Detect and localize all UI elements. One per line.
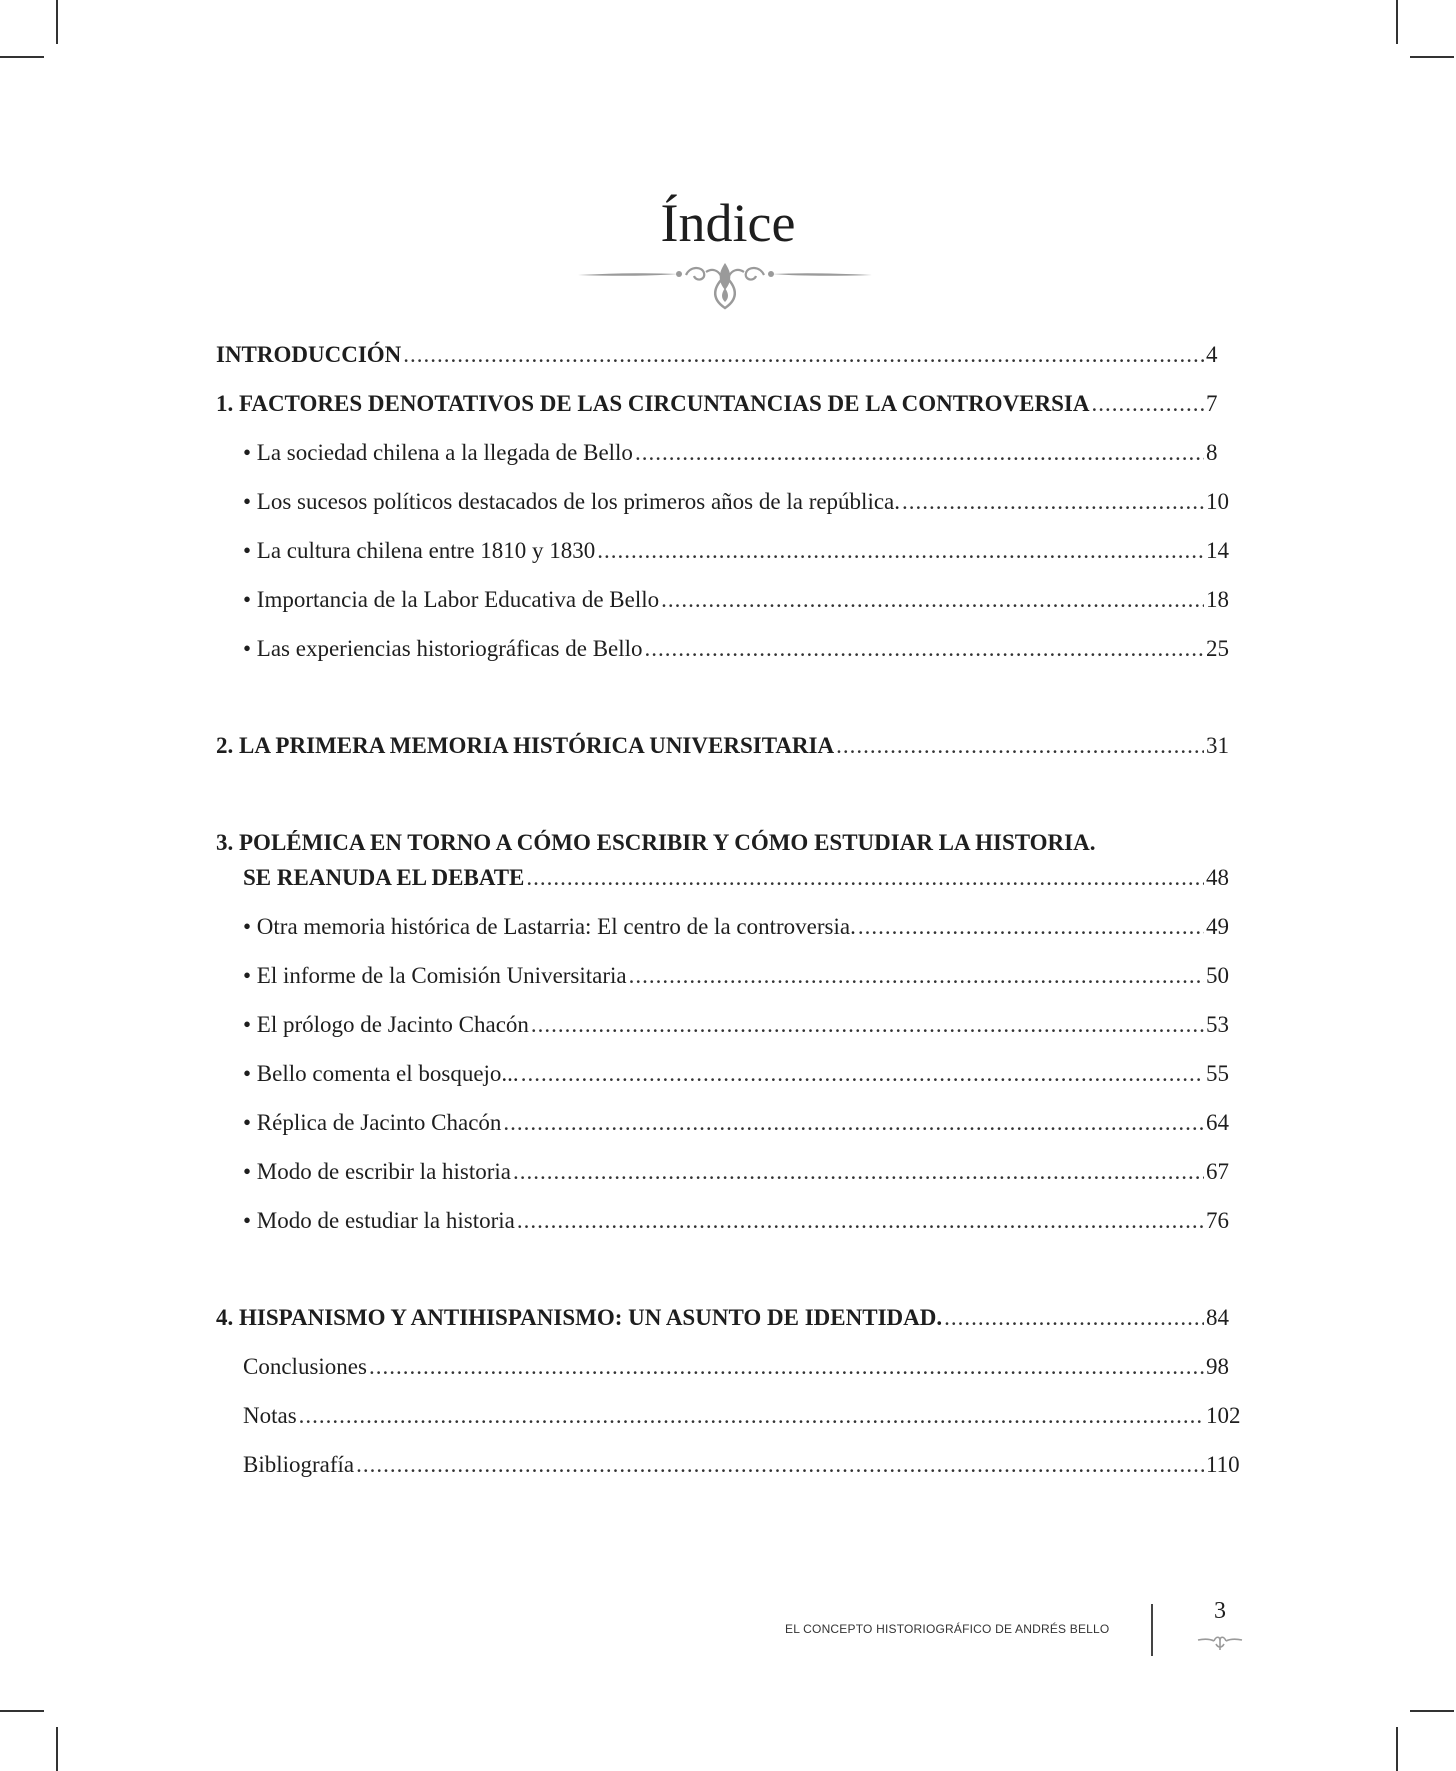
toc-entry-label: Conclusiones (243, 1354, 367, 1379)
dot-leader (858, 912, 1204, 942)
crop-mark (0, 56, 44, 58)
toc-entry-page: 25 (1206, 636, 1229, 661)
toc-entry-section[interactable] (243, 1206, 1246, 1236)
toc-entry-page: 84 (1206, 1305, 1229, 1330)
dot-leader (299, 1401, 1204, 1431)
dot-leader (521, 1059, 1204, 1089)
toc-entry-page: 55 (1206, 1061, 1229, 1086)
dot-leader (629, 961, 1204, 991)
toc-entry-section[interactable] (243, 1059, 1246, 1089)
toc-entry-label: • El prólogo de Jacinto Chacón (243, 1012, 529, 1037)
toc-entry-introduccion[interactable] (216, 340, 1246, 370)
toc-entry-page: 98 (1206, 1354, 1229, 1379)
dot-leader (1091, 389, 1204, 419)
toc-entry-page: 53 (1206, 1012, 1229, 1037)
toc-entry-section[interactable] (243, 634, 1246, 664)
crop-mark (1410, 1710, 1454, 1712)
toc-entry-section[interactable] (243, 1010, 1246, 1040)
toc-entry-label: • El informe de la Comisión Universitaria (243, 963, 627, 988)
toc-entry-section[interactable] (243, 536, 1246, 566)
toc-chapter-3-heading[interactable]: 3. POLÉMICA EN TORNO A CÓMO ESCRIBIR Y CÓMO ESTUDIAR LA HISTORIA. (216, 830, 1096, 855)
toc-entry-label: • La sociedad chilena a la llegada de Bello (243, 440, 633, 465)
dot-leader (531, 1010, 1204, 1040)
toc-entry-page: 4 (1206, 342, 1218, 367)
crop-mark (56, 1727, 58, 1771)
dot-leader (503, 1108, 1204, 1138)
toc-entry-chapter-4[interactable] (216, 1303, 1246, 1333)
toc-entry-page: 14 (1206, 538, 1229, 563)
toc-entry-page: 49 (1206, 914, 1229, 939)
toc-entry-section[interactable] (243, 585, 1246, 615)
toc-entry-page: 110 (1206, 1452, 1240, 1477)
dot-leader (836, 731, 1204, 761)
toc-entry-page: 10 (1206, 489, 1229, 514)
page-title: Índice (660, 193, 796, 253)
toc-entry-chapter-1[interactable] (216, 389, 1246, 419)
dot-leader (645, 634, 1204, 664)
title-ornament-icon (578, 258, 872, 314)
dot-leader (517, 1206, 1204, 1236)
dot-leader (513, 1157, 1204, 1187)
toc-entry-label: SE REANUDA EL DEBATE (243, 865, 525, 890)
toc-entry-section[interactable] (243, 1108, 1246, 1138)
toc-entry-conclusiones[interactable] (243, 1352, 1246, 1382)
toc-entry-page: 76 (1206, 1208, 1229, 1233)
crop-mark (0, 1710, 44, 1712)
toc-entry-label: Bibliografía (243, 1452, 355, 1477)
dot-leader (661, 585, 1204, 615)
crop-mark (56, 0, 58, 44)
toc-entry-section[interactable] (243, 438, 1246, 468)
toc-entry-section[interactable] (243, 1157, 1246, 1187)
crop-mark (1410, 56, 1454, 58)
dot-leader (356, 1450, 1204, 1480)
dot-leader (597, 536, 1204, 566)
toc-entry-section[interactable] (243, 961, 1246, 991)
toc-entry-page: 64 (1206, 1110, 1229, 1135)
toc-entry-label: • Réplica de Jacinto Chacón (243, 1110, 502, 1135)
footer-divider (1151, 1604, 1153, 1656)
toc-entry-page: 50 (1206, 963, 1229, 988)
dot-leader (635, 438, 1204, 468)
toc-entry-bibliografia[interactable] (243, 1450, 1246, 1480)
dot-leader (526, 863, 1204, 893)
toc-entry-label: 1. FACTORES DENOTATIVOS DE LAS CIRCUNTANCIAS DE LA CONTROVERSIA (216, 391, 1090, 416)
toc-entry-label: • La cultura chilena entre 1810 y 1830 (243, 538, 596, 563)
toc-entry-label: • Importancia de la Labor Educativa de Bello (243, 587, 660, 612)
crop-mark (1396, 1727, 1398, 1771)
running-title: EL CONCEPTO HISTORIOGRÁFICO DE ANDRÉS BELLO (785, 1622, 1110, 1636)
crop-mark (1396, 0, 1398, 44)
toc-entry-page: 31 (1206, 733, 1229, 758)
toc-entry-label: • Modo de estudiar la historia (243, 1208, 515, 1233)
toc-entry-label: • Otra memoria histórica de Lastarria: El centro de la controversia. (243, 914, 856, 939)
toc-entry-label: INTRODUCCIÓN (216, 342, 402, 367)
toc-entry-label: 4. HISPANISMO Y ANTIHISPANISMO: UN ASUNTO DE IDENTIDAD. (216, 1305, 943, 1330)
dot-leader (369, 1352, 1204, 1382)
toc-entry-label: • Modo de escribir la historia (243, 1159, 512, 1184)
toc-entry-label: • Las experiencias historiográficas de Bello (243, 636, 643, 661)
toc-entry-chapter-2[interactable] (216, 731, 1246, 761)
toc-entry-label: 2. LA PRIMERA MEMORIA HISTÓRICA UNIVERSITARIA (216, 733, 835, 758)
dot-leader (403, 340, 1204, 370)
toc-entry-page: 8 (1206, 440, 1218, 465)
toc-entry-label: • Los sucesos políticos destacados de los primeros años de la república. (243, 489, 901, 514)
toc-entry-page: 67 (1206, 1159, 1229, 1184)
toc-entry-label: Notas (243, 1403, 297, 1428)
toc-entry-notas[interactable] (243, 1401, 1246, 1431)
dot-leader (902, 487, 1204, 517)
toc-entry-page: 18 (1206, 587, 1229, 612)
toc-entry-page: 7 (1206, 391, 1218, 416)
page-number: 3 (1214, 1598, 1226, 1624)
toc-entry-label: • Bello comenta el bosquejo... (243, 1061, 519, 1086)
toc-entry-page: 48 (1206, 865, 1229, 890)
toc-entry-page: 102 (1206, 1403, 1241, 1428)
toc-entry-section[interactable] (243, 912, 1246, 942)
toc-entry-chapter-3[interactable] (243, 863, 1246, 893)
toc-entry-section[interactable] (243, 487, 1246, 517)
footer-ornament-icon (1196, 1632, 1244, 1654)
dot-leader (944, 1303, 1204, 1333)
